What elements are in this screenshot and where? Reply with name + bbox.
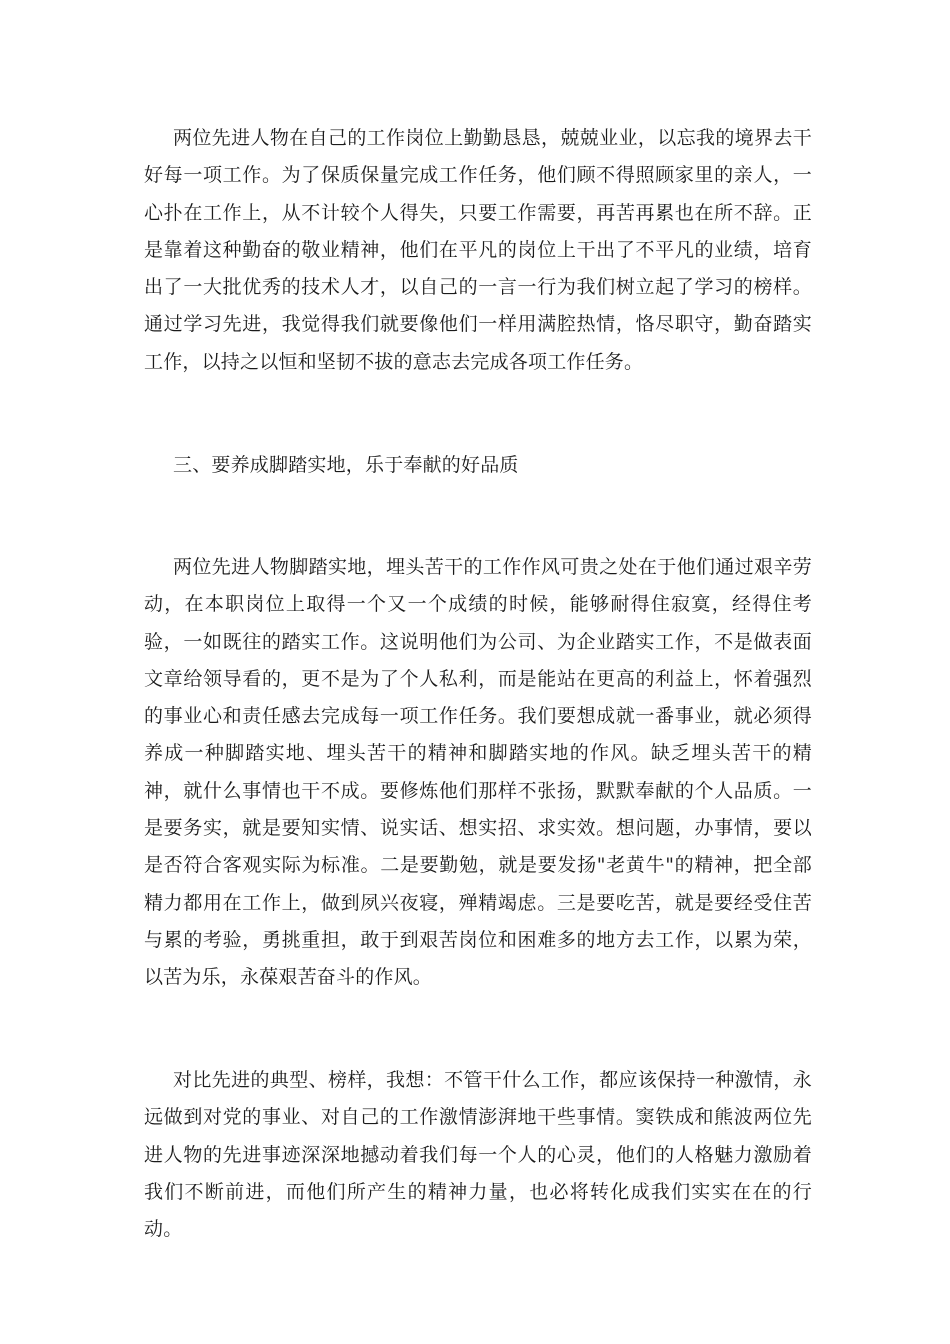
body-paragraph-1: 两位先进人物在自己的工作岗位上勤勤恳恳，兢兢业业，以忘我的境界去干好每一项工作。为了保质保量完成工作任务，他们顾不得照顾家里的亲人，一心扑在工作上，从不计较个人得失，只要工作需要，再苦再累也在所不辞。正是靠着这种勤奋的敬业精神，他们在平凡的岗位上干出了不平凡的业绩，培育出了一大批优秀的技术人才，以自己的一言一行为我们树立起了学习的榜样。通过学习先进，我觉得我们就要像他们一样用满腔热情，恪尽职守，勤奋踏实工作，以持之以恒和坚韧不拔的意志去完成各项工作任务。 (144, 127, 812, 373)
body-paragraph-3: 对比先进的典型、榜样，我想：不管干什么工作，都应该保持一种激情，永远做到对党的事业、对自己的工作激情澎湃地干些事情。窦铁成和熊波两位先进人物的先进事迹深深地撼动着我们每一个人的心灵，他们的人格魅力激励着我们不断前进，而他们所产生的精神力量，也必将转化成我们实实在在的行动。 (144, 1069, 812, 1241)
body-paragraph-2: 两位先进人物脚踏实地，埋头苦干的工作作风可贵之处在于他们通过艰辛劳动，在本职岗位上取得一个又一个成绩的时候，能够耐得住寂寞，经得住考验，一如既往的踏实工作。这说明他们为公司、为企业踏实工作，不是做表面文章给领导看的，更不是为了个人私利，而是能站在更高的利益上，怀着强烈的事业心和责任感去完成每一项工作任务。我们要想成就一番事业，就必须得养成一种脚踏实地、埋头苦干的精神和脚踏实地的作风。缺乏埋头苦干的精神，就什么事情也干不成。要修炼他们那样不张扬，默默奉献的个人品质。一是要务实，就是要知实情、说实话、想实招、求实效。想问题，办事情，要以是否符合客观实际为标准。二是要勤勉，就是要发扬"老黄牛"的精神，把全部精力都用在工作上，做到夙兴夜寝，殚精竭虑。三是要吃苦，就是要经受住苦与累的考验，勇挑重担，敢于到艰苦岗位和困难多的地方去工作，以累为荣，以苦为乐，永葆艰苦奋斗的作风。 (144, 556, 812, 989)
section-heading-3: 三、要养成脚踏实地，乐于奉献的好品质 (173, 454, 519, 476)
